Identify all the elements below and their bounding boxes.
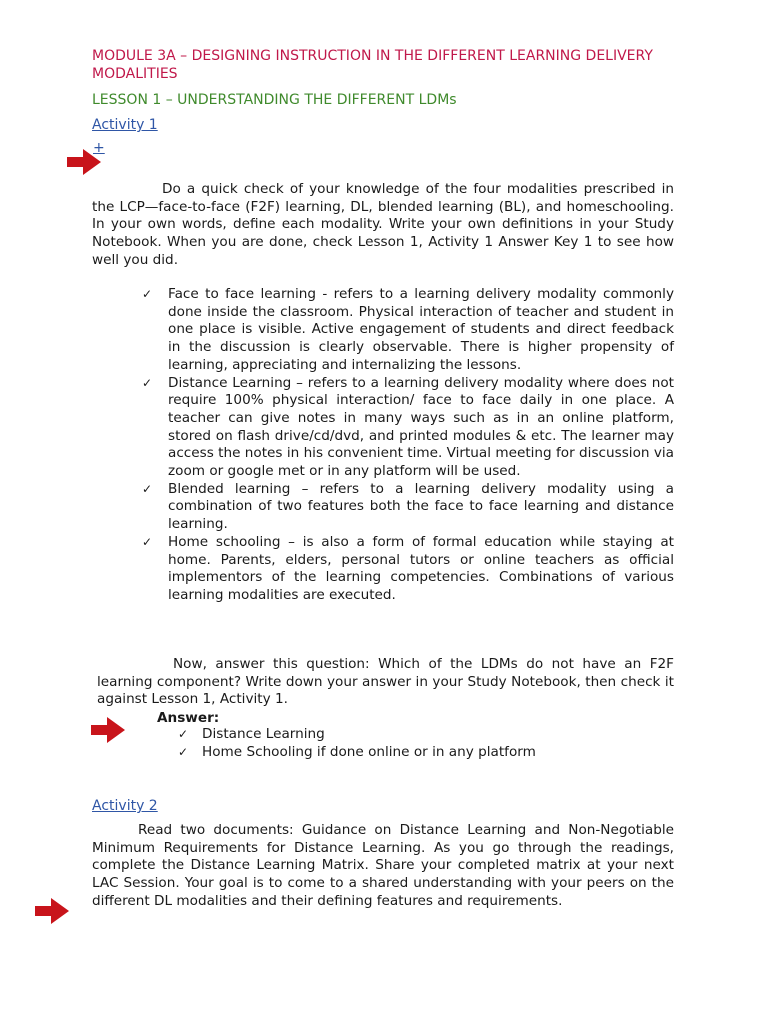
activity-1-question: Now, answer this question: Which of the LDMs do not have an F2F learning component? Write down your answer in your Study Notebook, then check it against Lesson 1, Activity 1. — [97, 656, 674, 708]
list-item: ✓ Home Schooling if done online or in any platform — [178, 743, 536, 760]
modality-definitions-list — [142, 286, 674, 605]
check-icon: ✓ — [142, 287, 153, 301]
list-item: ✓ Distance Learning — [178, 726, 325, 742]
check-icon: ✓ — [142, 534, 153, 549]
activity-2-link[interactable]: Activity 2 — [92, 798, 158, 814]
answer-label: Answer: — [157, 710, 220, 726]
check-icon: ✓ — [142, 481, 153, 496]
check-icon: ✓ — [178, 744, 189, 759]
activity-2-instruction: Read two documents: Guidance on Distance Learning and Non-Negotiable Minimum Requirements for Distance Learning. As you go through the readings, complete the Distance Learning Matrix. Share your completed matrix at your next LAC Session. Your goal is to come to a shared understanding with your peers on the different DL modalities and their defining features and requirements. — [92, 822, 674, 909]
arrow-right-icon — [35, 898, 69, 924]
lesson-title: LESSON 1 – UNDERSTANDING THE DIFFERENT LDMs — [92, 92, 457, 108]
list-item: ✓ Blended learning – refers to a learning delivery modality using a combination of two features both the face to face learning and distance learning. — [142, 480, 674, 533]
list-item: ✓ Distance Learning – refers to a learning delivery modality where does not require 100% physical interaction/ face to face daily in one place. A teacher can give notes in many ways such as in an online platform, stored on flash drive/cd/dvd, and printed modules & etc. The learner may access the notes in his convenient time. Virtual meeting for discussion via zoom or google met or in any platform will be used. — [142, 374, 674, 480]
list-item: ✓ Face to face learning - refers to a learning delivery modality commonly done inside the classroom. Physical interaction of teacher and student in one place is visible. Active engagement of students and direct feedback in the discussion is clearly observable. There is higher propensity of learning, appreciating and internalizing the lessons. — [142, 286, 674, 373]
activity-1-instruction: Do a quick check of your knowledge of the four modalities prescribed in the LCP—face-to-face (F2F) learning, DL, blended learning (BL), and homeschooling. In your own words, define each modality. Write your own definitions in your Study Notebook. When you are done, check Lesson 1, Activity 1 Answer Key 1 to see how well you did. — [92, 181, 674, 268]
activity-1-link[interactable]: Activity 1 — [92, 117, 158, 133]
module-title: MODULE 3A – DESIGNING INSTRUCTION IN THE DIFFERENT LEARNING DELIVERY MODALITIES — [92, 48, 653, 82]
check-icon: ✓ — [142, 375, 153, 390]
answer-list — [178, 726, 536, 761]
check-icon: ✓ — [178, 727, 189, 741]
arrow-right-icon — [91, 717, 125, 743]
list-item: ✓ Home schooling – is also a form of formal education while staying at home. Parents, elders, personal tutors or online teachers as official implementors of the learning competencies. Combinations of various learning modalities are executed. — [142, 533, 674, 603]
plus-link[interactable]: + — [93, 140, 105, 156]
